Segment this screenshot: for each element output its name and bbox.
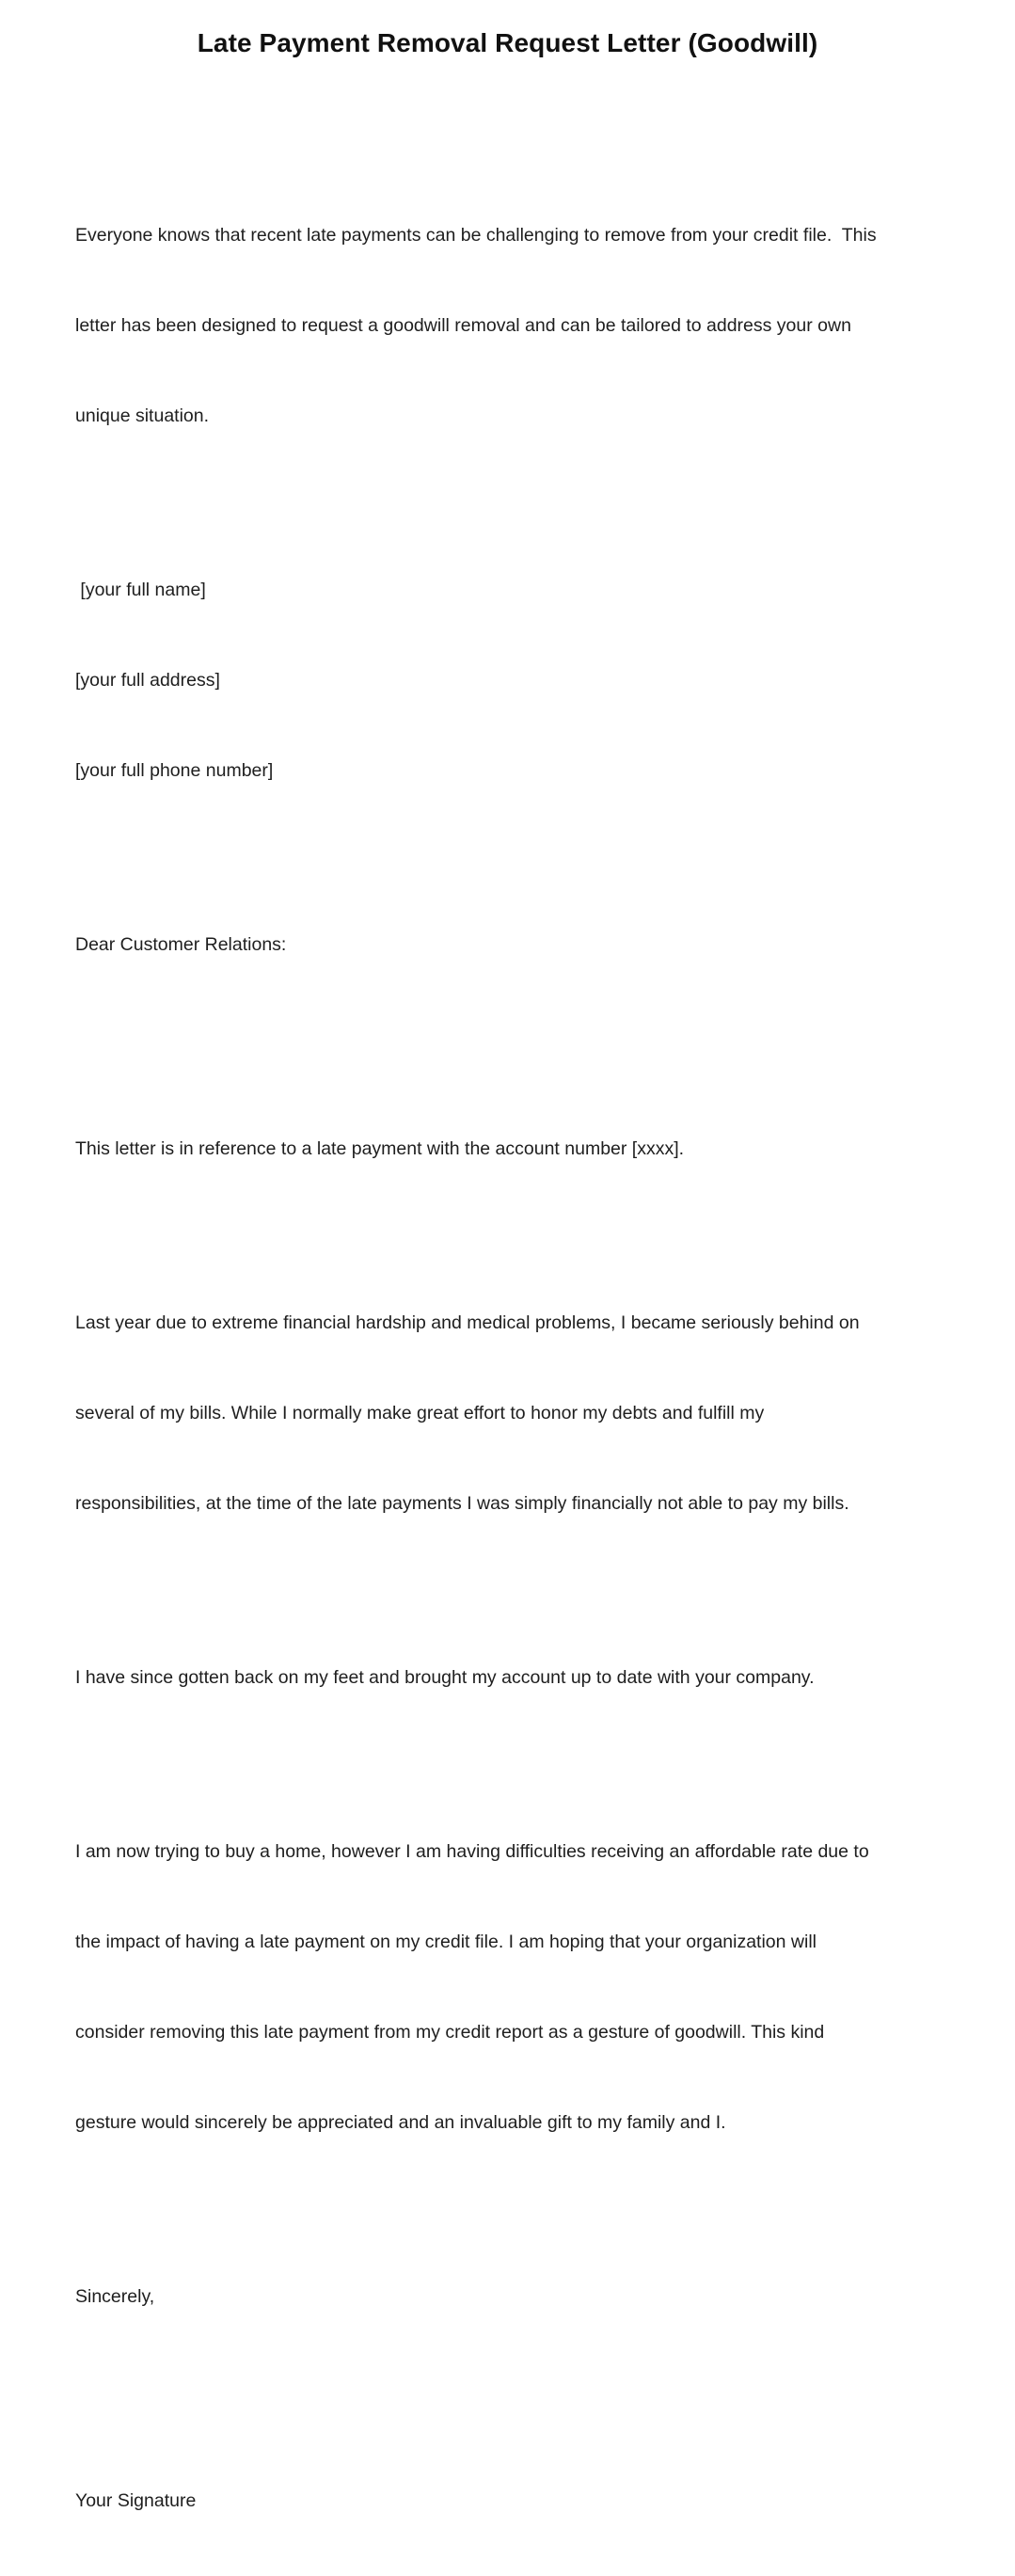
sender-address: [your full address] bbox=[75, 670, 220, 691]
intro-line: letter has been designed to request a goodwill removal and can be tailored to address your own bbox=[75, 315, 851, 336]
hardship-paragraph: Last year due to extreme financial hardship and medical problems, I became seriously behind on several of my bills. While I normally make great effort to honor my debts and fulfill my responsibilities, at the time of the late payments I was simply financially not able to pay my bills. bbox=[75, 1312, 860, 1514]
request-paragraph: I am now trying to buy a home, however I am having difficulties receiving an affordable rate due to the impact of having a late payment on my credit file. I am hoping that your organization will consider removing this late payment from my credit report as a gesture of goodwill. This kind gesture would sincerely be appreciated and an invaluable gift to my family and I. bbox=[75, 1841, 869, 2133]
reference-paragraph: This letter is in reference to a late payment with the account number [xxxx]. bbox=[75, 1138, 685, 1159]
intro-paragraph bbox=[75, 160, 941, 491]
sender-name: [your full name] bbox=[75, 580, 206, 600]
document-title: Late Payment Removal Request Letter (Goodwill) bbox=[197, 28, 818, 57]
sender-phone: [your full phone number] bbox=[75, 760, 274, 781]
salutation: Dear Customer Relations: bbox=[75, 934, 287, 955]
letter-body bbox=[75, 160, 941, 2576]
sender-block bbox=[75, 515, 941, 846]
intro-line: Everyone knows that recent late payments can be challenging to remove from your credit file. This bbox=[75, 225, 877, 246]
intro-line: unique situation. bbox=[75, 405, 210, 426]
closing: Sincerely, bbox=[75, 2286, 155, 2307]
recovery-paragraph: I have since gotten back on my feet and brought my account up to date with your company. bbox=[75, 1667, 815, 1688]
signature: Your Signature bbox=[75, 2490, 197, 2511]
